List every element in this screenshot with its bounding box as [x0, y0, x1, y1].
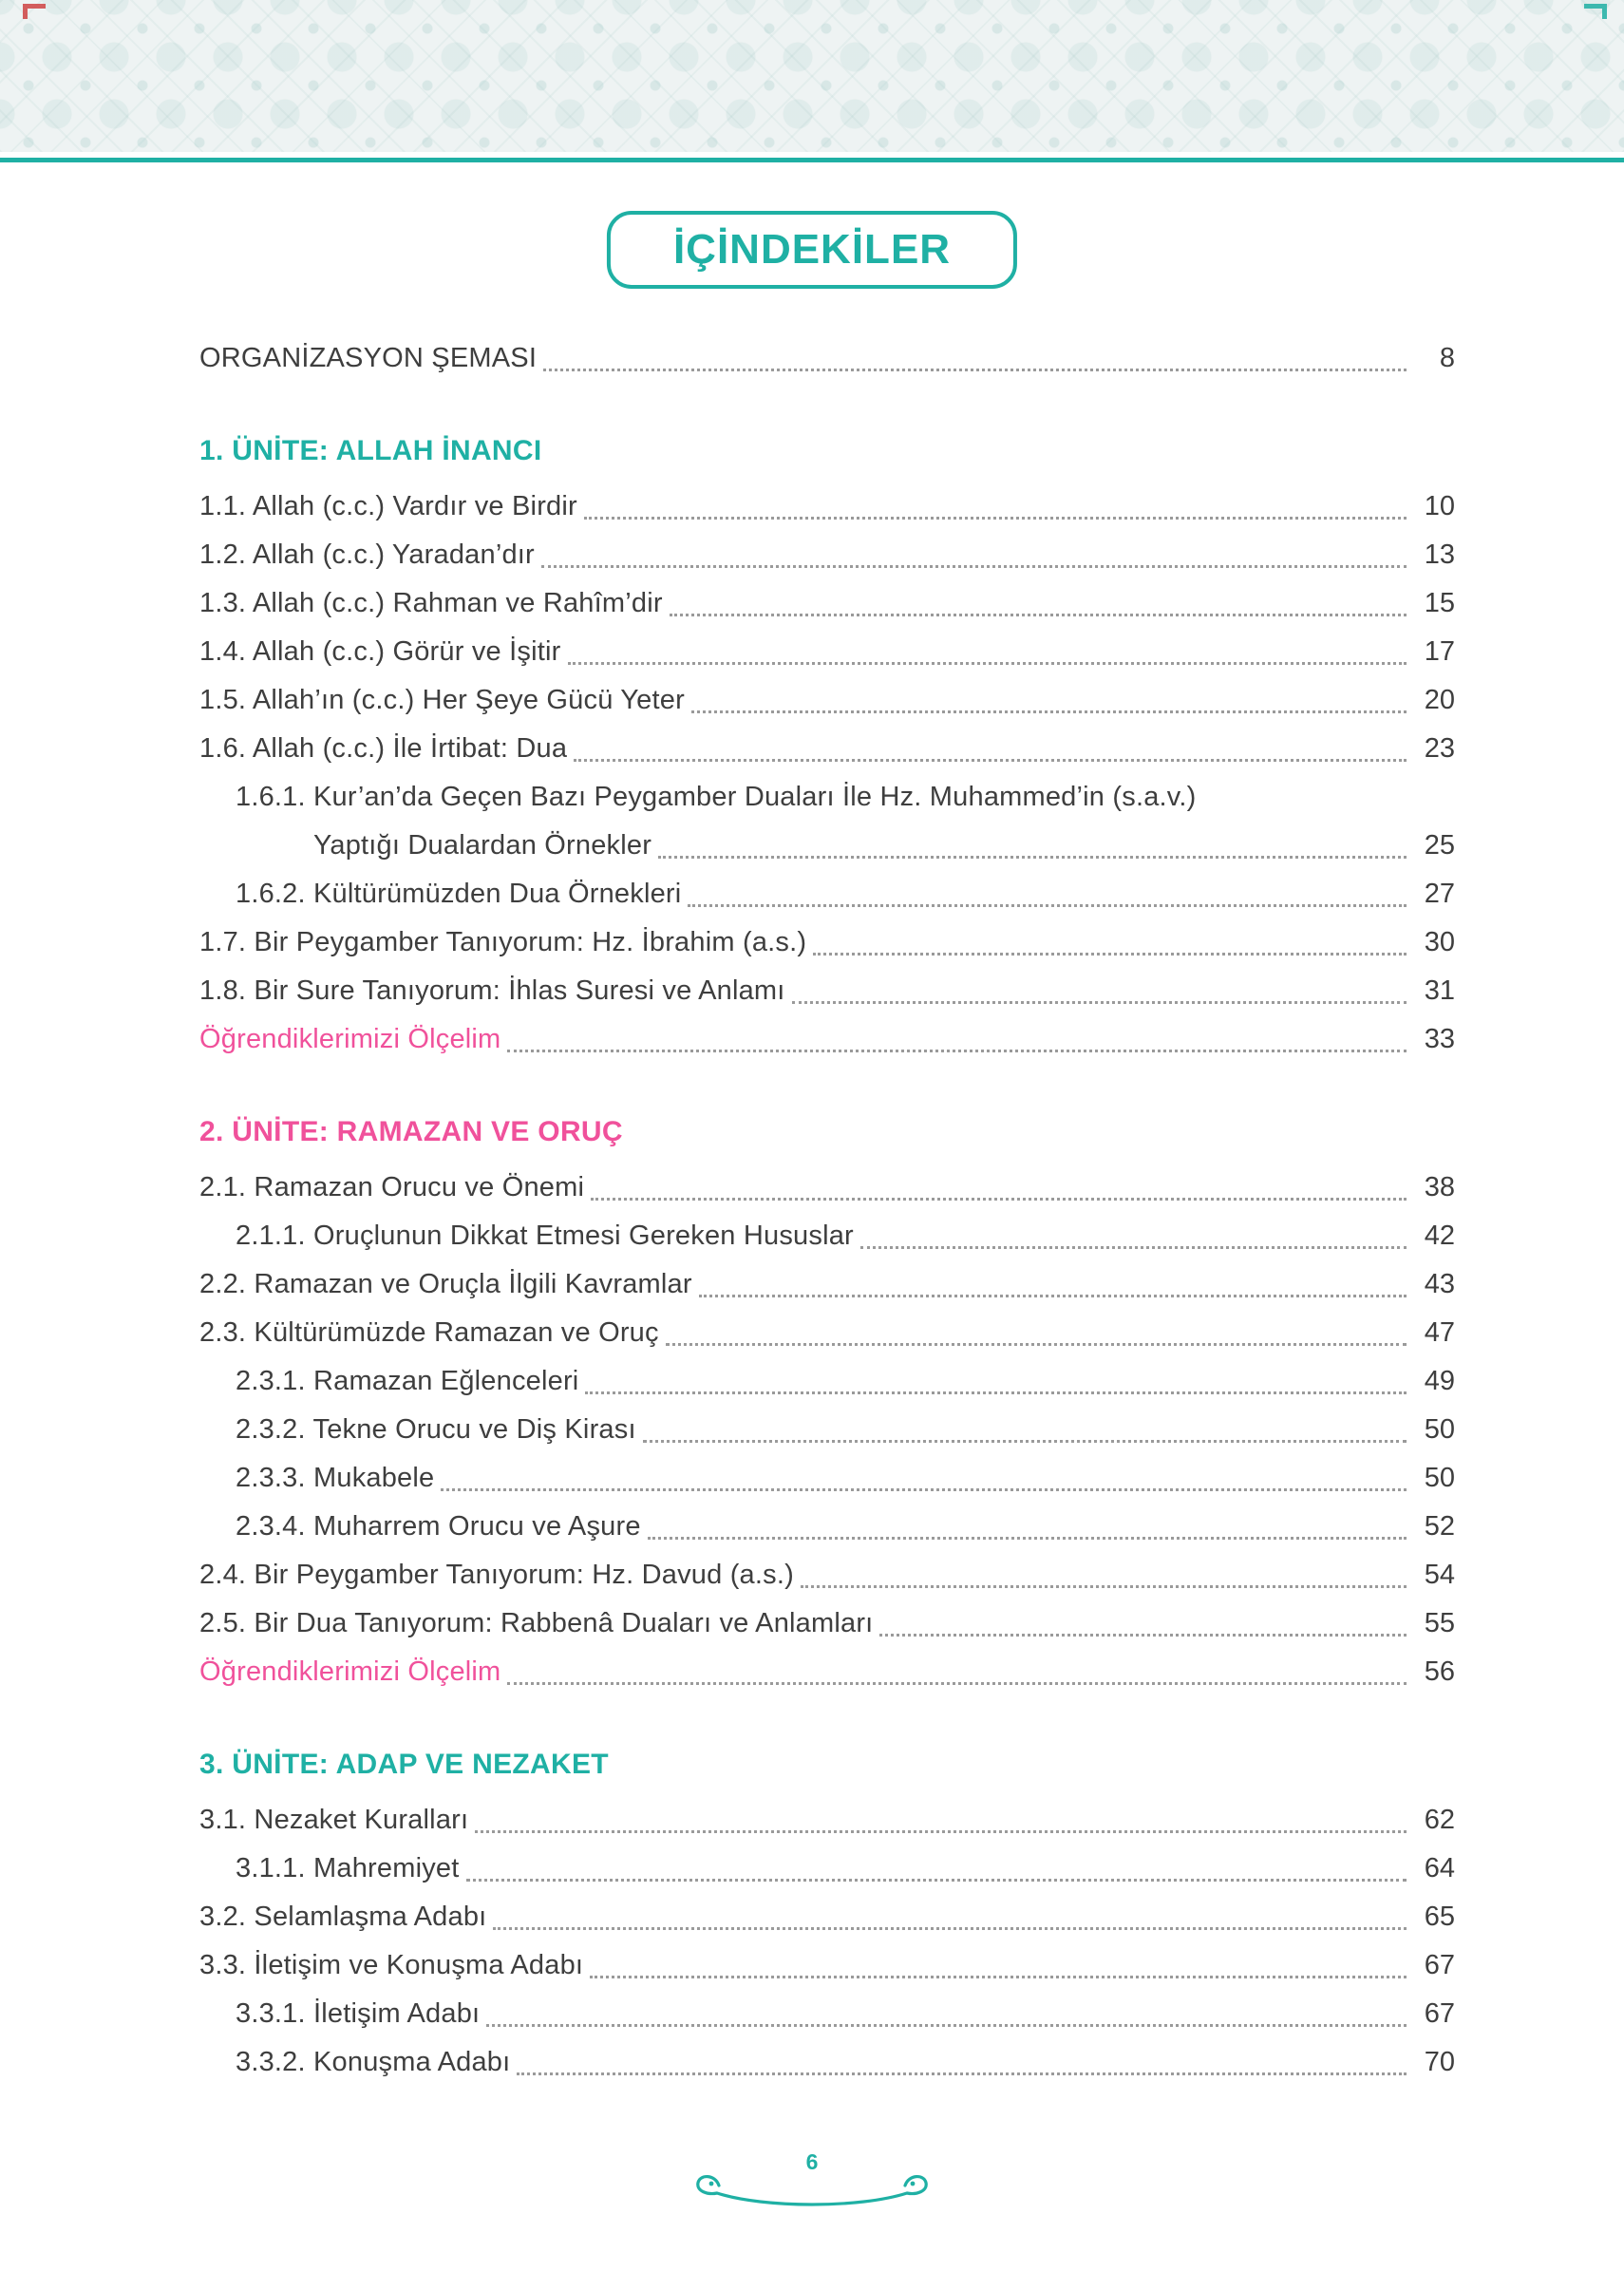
footer — [670, 2149, 954, 2216]
toc-entry-page: 8 — [1439, 343, 1455, 373]
toc-entry-page: 54 — [1424, 1560, 1455, 1590]
toc-entry-label: 1.5. Allah’ın (c.c.) Her Şeye Gücü Yeter — [199, 685, 685, 715]
section-heading: 1. ÜNİTE: ALLAH İNANCI — [199, 435, 542, 466]
toc-entry-page: 30 — [1424, 927, 1455, 957]
toc-entry — [199, 334, 1455, 383]
toc-entry-label: 2.3.2. Tekne Orucu ve Diş Kirası — [236, 1414, 636, 1445]
toc-leader-dots — [792, 967, 1407, 1004]
toc-entry-page: 62 — [1424, 1805, 1455, 1835]
crop-mark-left — [23, 4, 46, 19]
toc-section — [199, 1107, 1455, 1696]
toc-entry-page: 20 — [1424, 685, 1455, 715]
toc-entry-label: 2.5. Bir Dua Tanıyorum: Rabbenâ Duaları ve Anlamları — [199, 1608, 874, 1638]
toc-entry-label: 3.3.2. Konuşma Adabı — [236, 2047, 511, 2077]
toc-leader-dots — [568, 628, 1407, 665]
toc-leader-dots — [584, 483, 1407, 520]
toc-entry-page: 31 — [1424, 975, 1455, 1006]
toc-leader-dots — [590, 1941, 1407, 1978]
toc-entry-page: 70 — [1424, 2047, 1455, 2077]
toc-entry — [199, 822, 1455, 870]
toc-entry-page: 23 — [1424, 733, 1455, 764]
toc-leader-dots — [475, 1796, 1407, 1833]
toc-leader-dots — [801, 1551, 1407, 1588]
toc-entry-label: 1.6.2. Kültürümüzden Dua Örnekleri — [236, 879, 682, 909]
toc-leader-dots — [643, 1406, 1407, 1443]
section-heading: 3. ÜNİTE: ADAP VE NEZAKET — [199, 1749, 609, 1780]
toc-leader-dots — [517, 2038, 1407, 2075]
toc-entry-label: 2.1.1. Oruçlunun Dikkat Etmesi Gereken Hususlar — [236, 1221, 854, 1251]
toc-entry — [199, 1941, 1455, 1990]
toc-entry-page: 50 — [1424, 1463, 1455, 1493]
toc-leader-dots — [541, 531, 1407, 568]
toc-entry-page: 10 — [1424, 491, 1455, 521]
toc-entry-label: 1.1. Allah (c.c.) Vardır ve Birdir — [199, 491, 577, 521]
toc-entry — [199, 1309, 1455, 1357]
toc-entry-page: 13 — [1424, 539, 1455, 570]
toc-section — [199, 1740, 1455, 2087]
toc-leader-dots — [813, 918, 1407, 956]
toc-entry-page: 49 — [1424, 1366, 1455, 1396]
toc-entry-page: 27 — [1424, 879, 1455, 909]
footer-page-number: 6 — [805, 2149, 819, 2174]
toc-entry-page: 64 — [1424, 1853, 1455, 1883]
toc-section — [199, 426, 1455, 1064]
toc-entry-label: 2.3.3. Mukabele — [236, 1463, 435, 1493]
toc-entry — [199, 1357, 1455, 1406]
toc-leader-dots — [688, 870, 1407, 907]
toc-leader-dots — [666, 1309, 1407, 1346]
toc-entry — [199, 1990, 1455, 2038]
toc-entry-label: 1.4. Allah (c.c.) Görür ve İşitir — [199, 636, 561, 667]
toc-entry-label: Yaptığı Dualardan Örnekler — [313, 830, 652, 861]
toc-entry — [199, 483, 1455, 531]
toc-leader-dots — [648, 1503, 1407, 1540]
toc-entry-page: 42 — [1424, 1221, 1455, 1251]
toc-entry-page: 15 — [1424, 588, 1455, 618]
toc-entry — [199, 1164, 1455, 1212]
toc-entry-page: 47 — [1424, 1317, 1455, 1348]
toc-entry-label: 2.4. Bir Peygamber Tanıyorum: Hz. Davud (a.s.) — [199, 1560, 794, 1590]
toc-leader-dots — [486, 1990, 1407, 2027]
toc-entry — [199, 773, 1455, 822]
toc-leader-dots — [670, 579, 1407, 616]
toc-leader-dots — [699, 1260, 1407, 1297]
header-rule — [0, 158, 1624, 162]
toc-entry-page: 65 — [1424, 1902, 1455, 1932]
toc-entry-label: 1.3. Allah (c.c.) Rahman ve Rahîm’dir — [199, 588, 663, 618]
toc-entry — [199, 870, 1455, 918]
crop-mark-right — [1584, 4, 1607, 19]
toc-entry-label: 2.3. Kültürümüzde Ramazan ve Oruç — [199, 1317, 659, 1348]
toc-entry-page: 33 — [1424, 1024, 1455, 1054]
toc-entry-label: 3.3.1. İletişim Adabı — [236, 1998, 481, 2029]
section-heading: 2. ÜNİTE: RAMAZAN VE ORUÇ — [199, 1116, 623, 1147]
toc-leader-dots — [507, 1015, 1407, 1052]
toc-entry — [199, 918, 1455, 967]
toc-entry — [199, 725, 1455, 773]
toc-entry-label: Öğrendiklerimizi Ölçelim — [199, 1656, 501, 1687]
toc-entry-label: Öğrendiklerimizi Ölçelim — [199, 1024, 501, 1054]
toc-entry — [199, 1260, 1455, 1309]
toc-entry — [199, 1551, 1455, 1599]
toc-entry-page: 56 — [1424, 1656, 1455, 1687]
toc-entry — [199, 531, 1455, 579]
toc-entry — [199, 1503, 1455, 1551]
toc-entry-label: 3.1.1. Mahremiyet — [236, 1853, 460, 1883]
toc-entry-page: 38 — [1424, 1172, 1455, 1202]
toc-entry — [199, 1599, 1455, 1648]
toc-entry-label: 3.1. Nezaket Kuralları — [199, 1805, 469, 1835]
toc-entry-label: 3.2. Selamlaşma Adabı — [199, 1902, 487, 1932]
toc-leader-dots — [691, 676, 1407, 713]
toc-entry-label: 1.2. Allah (c.c.) Yaradan’dır — [199, 539, 535, 570]
toc-entry-label: 2.2. Ramazan ve Oruçla İlgili Kavramlar — [199, 1269, 692, 1299]
toc-entry-label: 1.8. Bir Sure Tanıyorum: İhlas Suresi ve Anlamı — [199, 975, 785, 1006]
toc-leader-dots — [507, 1648, 1407, 1685]
toc-entry-label: 1.6. Allah (c.c.) İle İrtibat: Dua — [199, 733, 568, 764]
toc-entry — [199, 1796, 1455, 1845]
toc-entry — [199, 628, 1455, 676]
toc-entry-label: 2.1. Ramazan Orucu ve Önemi — [199, 1172, 585, 1202]
toc-entry-label: 3.3. İletişim ve Konuşma Adabı — [199, 1950, 584, 1980]
toc-entry-page: 25 — [1424, 830, 1455, 861]
toc-entry-page: 43 — [1424, 1269, 1455, 1299]
toc-leader-dots — [585, 1357, 1407, 1394]
page-title: İÇİNDEKİLER — [672, 226, 952, 273]
toc-leader-dots — [879, 1599, 1407, 1637]
toc-entry-page: 17 — [1424, 636, 1455, 667]
toc-entry-page: 50 — [1424, 1414, 1455, 1445]
toc-leader-dots — [543, 334, 1407, 371]
toc-entry — [199, 579, 1455, 628]
toc-entry — [199, 967, 1455, 1015]
toc-entry — [199, 1015, 1455, 1064]
toc-entry — [199, 1406, 1455, 1454]
toc-leader-dots — [574, 725, 1407, 762]
toc-entry — [199, 1454, 1455, 1503]
toc-leader-dots — [441, 1454, 1407, 1491]
toc-entry-page: 52 — [1424, 1511, 1455, 1542]
toc-leader-dots — [658, 822, 1407, 859]
toc-entry-label: 1.6.1. Kur’an’da Geçen Bazı Peygamber Duaları İle Hz. Muhammed’in (s.a.v.) — [236, 782, 1197, 812]
toc-entry — [199, 1845, 1455, 1893]
toc-entry — [199, 1212, 1455, 1260]
decorative-header-pattern — [0, 0, 1624, 152]
toc-entry-page: 67 — [1424, 1950, 1455, 1980]
toc-entry-page: 67 — [1424, 1998, 1455, 2029]
toc-entry — [199, 2038, 1455, 2087]
toc-leader-dots — [860, 1212, 1407, 1249]
toc-entry — [199, 1648, 1455, 1696]
toc-leader-dots — [466, 1845, 1407, 1882]
table-of-contents — [199, 334, 1455, 2087]
toc-entry-label: ORGANİZASYON ŞEMASI — [199, 343, 538, 373]
toc-entry-page: 55 — [1424, 1608, 1455, 1638]
toc-entry — [199, 1893, 1455, 1941]
toc-entry-label: 2.3.1. Ramazan Eğlenceleri — [236, 1366, 579, 1396]
footer-flourish-icon — [670, 2168, 954, 2216]
toc-entry — [199, 676, 1455, 725]
toc-entry-label: 1.7. Bir Peygamber Tanıyorum: Hz. İbrahim (a.s.) — [199, 927, 807, 957]
toc-leader-dots — [493, 1893, 1407, 1930]
toc-entry-label: 2.3.4. Muharrem Orucu ve Aşure — [236, 1511, 641, 1542]
toc-leader-dots — [591, 1164, 1407, 1201]
page-title-box — [607, 211, 1017, 289]
